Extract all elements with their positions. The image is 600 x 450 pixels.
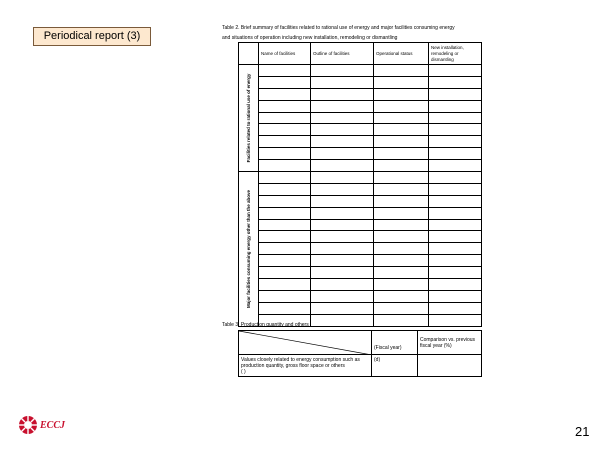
header-operational-status: Operational status bbox=[374, 43, 429, 65]
table-cell bbox=[429, 65, 482, 77]
table-cell bbox=[374, 195, 429, 207]
table-row bbox=[239, 195, 482, 207]
header-name-of-facilities: Name of facilities bbox=[259, 43, 311, 65]
table-cell bbox=[429, 255, 482, 267]
group2-label: Major facilities consuming energy other than the above bbox=[245, 189, 251, 308]
table-cell bbox=[311, 88, 374, 100]
table2-caption bbox=[222, 23, 512, 43]
table-cell bbox=[259, 267, 311, 279]
values-label-cell bbox=[239, 355, 372, 377]
comparison-value-cell bbox=[418, 355, 482, 377]
table-cell bbox=[374, 290, 429, 302]
table-cell bbox=[311, 243, 374, 255]
table-cell bbox=[259, 76, 311, 88]
table-cell bbox=[374, 279, 429, 291]
table-cell bbox=[374, 255, 429, 267]
table-cell bbox=[429, 219, 482, 231]
table-row bbox=[239, 267, 482, 279]
table-cell bbox=[374, 183, 429, 195]
table-cell bbox=[311, 314, 374, 326]
table-row bbox=[239, 302, 482, 314]
table-cell bbox=[429, 160, 482, 172]
table-cell bbox=[311, 124, 374, 136]
table-cell bbox=[311, 183, 374, 195]
table-cell bbox=[311, 290, 374, 302]
table-row bbox=[239, 243, 482, 255]
header-new-installation: New installation, remodeling or dismantling bbox=[429, 43, 482, 65]
table-row bbox=[239, 160, 482, 172]
table-row bbox=[239, 279, 482, 291]
table-cell bbox=[429, 207, 482, 219]
facilities-table bbox=[238, 42, 482, 327]
table-row bbox=[239, 172, 482, 184]
table-cell bbox=[429, 172, 482, 184]
table3-header-row bbox=[239, 331, 482, 355]
header-outline-of-facilities: Outline of facilities bbox=[311, 43, 374, 65]
table-cell bbox=[374, 219, 429, 231]
table-row bbox=[239, 207, 482, 219]
table-cell bbox=[429, 148, 482, 160]
table-cell bbox=[259, 219, 311, 231]
table-cell bbox=[259, 231, 311, 243]
table-cell bbox=[374, 160, 429, 172]
table-cell bbox=[311, 255, 374, 267]
table-cell bbox=[259, 65, 311, 77]
table-cell bbox=[259, 136, 311, 148]
group-energy-facilities bbox=[239, 65, 259, 172]
table-cell bbox=[374, 136, 429, 148]
table-row bbox=[239, 219, 482, 231]
table-cell bbox=[429, 290, 482, 302]
table2-caption-line1: Table 2. Brief summary of facilities related to rational use of energy and major facilities consuming energy bbox=[222, 25, 455, 31]
table-cell bbox=[429, 195, 482, 207]
table-cell bbox=[429, 136, 482, 148]
diagonal-line bbox=[239, 331, 372, 355]
table-cell bbox=[311, 136, 374, 148]
table-row bbox=[239, 124, 482, 136]
diagonal-header-cell bbox=[239, 331, 372, 355]
table-cell bbox=[374, 100, 429, 112]
table3-data-row bbox=[239, 355, 482, 377]
table-cell bbox=[259, 243, 311, 255]
table-cell bbox=[259, 279, 311, 291]
table-cell bbox=[311, 76, 374, 88]
table3-caption: Table 3. Production quantity and others bbox=[222, 322, 309, 328]
table-cell bbox=[311, 302, 374, 314]
table-cell bbox=[374, 65, 429, 77]
table-cell bbox=[374, 267, 429, 279]
table-cell bbox=[259, 195, 311, 207]
table-cell bbox=[259, 88, 311, 100]
production-table bbox=[238, 330, 482, 377]
table-cell bbox=[259, 207, 311, 219]
table-cell bbox=[374, 207, 429, 219]
table-cell bbox=[374, 112, 429, 124]
table-cell bbox=[311, 279, 374, 291]
table-cell bbox=[374, 124, 429, 136]
table-cell bbox=[429, 76, 482, 88]
group-major-facilities bbox=[239, 172, 259, 327]
table-cell bbox=[429, 183, 482, 195]
table-row bbox=[239, 148, 482, 160]
blank-header-cell bbox=[239, 43, 259, 65]
table-cell bbox=[311, 160, 374, 172]
table-cell bbox=[311, 172, 374, 184]
table-cell bbox=[259, 302, 311, 314]
table-cell bbox=[374, 76, 429, 88]
table-row bbox=[239, 88, 482, 100]
table-cell bbox=[374, 314, 429, 326]
fiscal-value-cell: (d) bbox=[372, 355, 418, 377]
table-cell bbox=[429, 124, 482, 136]
table-cell bbox=[259, 255, 311, 267]
table-cell bbox=[259, 100, 311, 112]
eccj-logo-text: ECCJ bbox=[40, 420, 66, 431]
table-cell bbox=[311, 231, 374, 243]
table-cell bbox=[259, 160, 311, 172]
table-row bbox=[239, 183, 482, 195]
table-cell bbox=[374, 302, 429, 314]
values-unit-paren: ( ) bbox=[241, 368, 246, 375]
table-row bbox=[239, 255, 482, 267]
table-cell bbox=[259, 183, 311, 195]
table-cell bbox=[311, 219, 374, 231]
table-cell bbox=[311, 267, 374, 279]
table-cell bbox=[311, 112, 374, 124]
table-cell bbox=[374, 231, 429, 243]
table-cell bbox=[429, 112, 482, 124]
table-cell bbox=[429, 267, 482, 279]
group1-label: Facilities related to rational use of energy bbox=[245, 73, 251, 163]
table-row bbox=[239, 136, 482, 148]
table-row bbox=[239, 100, 482, 112]
table-cell bbox=[311, 65, 374, 77]
table-cell bbox=[259, 148, 311, 160]
table-row bbox=[239, 112, 482, 124]
table-cell bbox=[259, 112, 311, 124]
table-cell bbox=[374, 88, 429, 100]
table-cell bbox=[429, 100, 482, 112]
table-cell bbox=[429, 88, 482, 100]
table-cell bbox=[429, 279, 482, 291]
table-row bbox=[239, 231, 482, 243]
table-cell bbox=[374, 172, 429, 184]
table-cell bbox=[311, 148, 374, 160]
table-cell bbox=[311, 207, 374, 219]
table-cell bbox=[429, 314, 482, 326]
header-comparison: Comparison vs. previous fiscal year (%) bbox=[418, 331, 482, 355]
table-row bbox=[239, 65, 482, 77]
table-cell bbox=[429, 302, 482, 314]
table-row bbox=[239, 290, 482, 302]
header-fiscal-year: (Fiscal year) bbox=[372, 331, 418, 355]
table-cell bbox=[259, 172, 311, 184]
slide-title: Periodical report (3) bbox=[33, 27, 151, 46]
table-cell bbox=[311, 100, 374, 112]
table-row bbox=[239, 76, 482, 88]
table-cell bbox=[259, 124, 311, 136]
table-cell bbox=[374, 148, 429, 160]
table-header-row bbox=[239, 43, 482, 65]
table2-caption-line2: and situations of operation including new installation, remodeling or dismantling bbox=[222, 35, 398, 41]
table-cell bbox=[311, 195, 374, 207]
table-cell bbox=[374, 243, 429, 255]
values-label: Values closely related to energy consumption such as production quantity, gross floor space or others bbox=[241, 356, 360, 369]
page-number: 21 bbox=[575, 424, 590, 439]
table-cell bbox=[259, 290, 311, 302]
table-cell bbox=[429, 243, 482, 255]
table-cell bbox=[429, 231, 482, 243]
